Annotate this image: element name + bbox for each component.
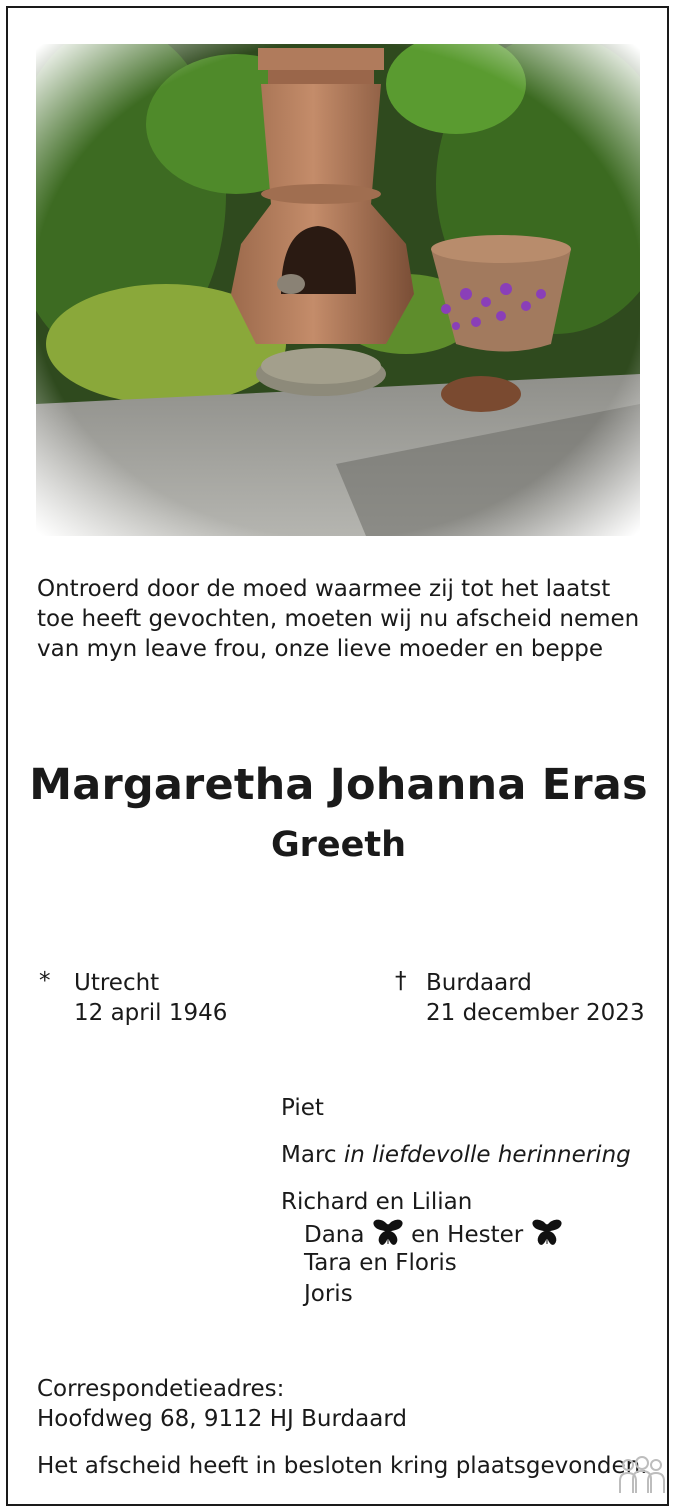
birth-date: 12 april 1946 — [74, 1000, 228, 1026]
death-date: 21 december 2023 — [426, 1000, 645, 1026]
birth-place: Utrecht — [74, 970, 160, 996]
grandchild-join: en Hester — [411, 1222, 524, 1248]
deceased-full-name: Margaretha Johanna Eras — [29, 760, 648, 810]
intro-line-3: van myn leave frou, onze lieve moeder en beppe — [37, 636, 603, 662]
family-grandchildren-2: Tara en Floris — [304, 1250, 457, 1276]
family-grandchildren-1 — [304, 1218, 563, 1250]
intro-line-2: toe heeft gevochten, moeten wij nu afscheid nemen — [37, 606, 640, 632]
family-couple: Richard en Lilian — [281, 1189, 473, 1215]
family-grandchildren-3: Joris — [304, 1281, 353, 1307]
butterfly-icon — [372, 1218, 404, 1248]
intro-text — [37, 574, 647, 664]
family-son — [281, 1140, 631, 1170]
grandchild-dana: Dana — [304, 1222, 365, 1248]
death-symbol: † — [395, 968, 407, 994]
correspondence-address: Hoofdweg 68, 9112 HJ Burdaard — [37, 1406, 407, 1432]
ceremony-note: Het afscheid heeft in besloten kring plaatsgevonden. — [37, 1453, 648, 1479]
son-memorial-note: in liefdevolle herinnering — [343, 1142, 631, 1168]
butterfly-icon — [531, 1218, 563, 1248]
people-logo-icon — [618, 1455, 666, 1495]
son-name: Marc — [281, 1142, 337, 1168]
correspondence-label: Correspondetieadres: — [37, 1376, 285, 1402]
family-partner: Piet — [281, 1095, 324, 1121]
birth-symbol: * — [39, 968, 51, 994]
deceased-nickname: Greeth — [270, 825, 407, 865]
intro-line-1: Ontroerd door de moed waarmee zij tot het laatst — [37, 576, 611, 602]
memorial-photo — [36, 44, 640, 536]
death-place: Burdaard — [426, 970, 532, 996]
